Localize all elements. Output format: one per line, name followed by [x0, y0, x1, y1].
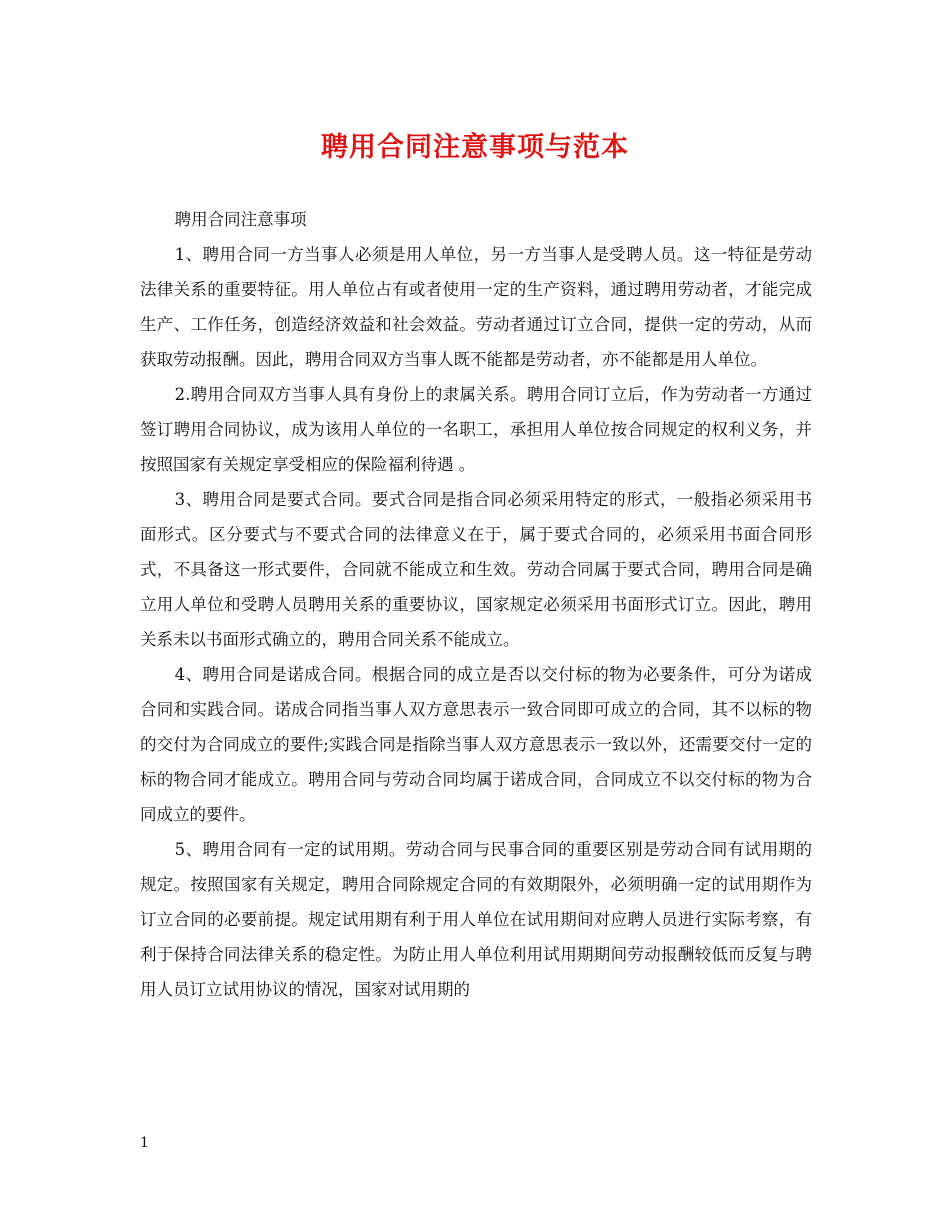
page-number: 1	[140, 1135, 149, 1151]
paragraph-1: 1、聘用合同一方当事人必须是用人单位，另一方当事人是受聘人员。这一特征是劳动法律关系的重要特征。用人单位占有或者使用一定的生产资料，通过聘用劳动者，才能完成生产、工作任务，创造经济效益和社会效益。劳动者通过订立合同，提供一定的劳动，从而获取劳动报酬。因此，聘用合同双方当事人既不能都是劳动者，亦不能都是用人单位。	[140, 245, 812, 369]
paragraph-2: 2.聘用合同双方当事人具有身份上的隶属关系。聘用合同订立后，作为劳动者一方通过签订聘用合同协议，成为该用人单位的一名职工，承担用人单位按合同规定的权利义务，并按照国家有关规定享受相应的保险福利待遇 。	[140, 385, 812, 474]
document-body	[140, 202, 812, 1007]
paragraph-5: 5、聘用合同有一定的试用期。劳动合同与民事合同的重要区别是劳动合同有试用期的规定。按照国家有关规定，聘用合同除规定合同的有效期限外，必须明确一定的试用期作为订立合同的必要前提。规定试用期有利于用人单位在试用期间对应聘人员进行实际考察，有利于保持合同法律关系的稳定性。为防止用人单位利用试用期期间劳动报酬较低而反复与聘用人员订立试用协议的情况，国家对试用期的	[140, 840, 812, 999]
paragraph-3: 3、聘用合同是要式合同。要式合同是指合同必须采用特定的形式，一般指必须采用书面形式。区分要式与不要式合同的法律意义在于，属于要式合同的，必须采用书面合同形式，不具备这一形式要件，合同就不能成立和生效。劳动合同属于要式合同，聘用合同是确立用人单位和受聘人员聘用关系的重要协议，国家规定必须采用书面形式订立。因此，聘用关系未以书面形式确立的，聘用合同关系不能成立。	[140, 490, 812, 649]
paragraph-4: 4、聘用合同是诺成合同。根据合同的成立是否以交付标的物为必要条件，可分为诺成合同和实践合同。诺成合同指当事人双方意思表示一致合同即可成立的合同，其不以标的物的交付为合同成立的要件;实践合同是指除当事人双方意思表示一致以外，还需要交付一定的标的物合同才能成立。聘用合同与劳动合同均属于诺成合同，合同成立不以交付标的物为合同成立的要件。	[140, 665, 812, 824]
document-title: 聘用合同注意事项与范本	[321, 132, 629, 163]
section-heading: 聘用合同注意事项	[174, 210, 307, 229]
